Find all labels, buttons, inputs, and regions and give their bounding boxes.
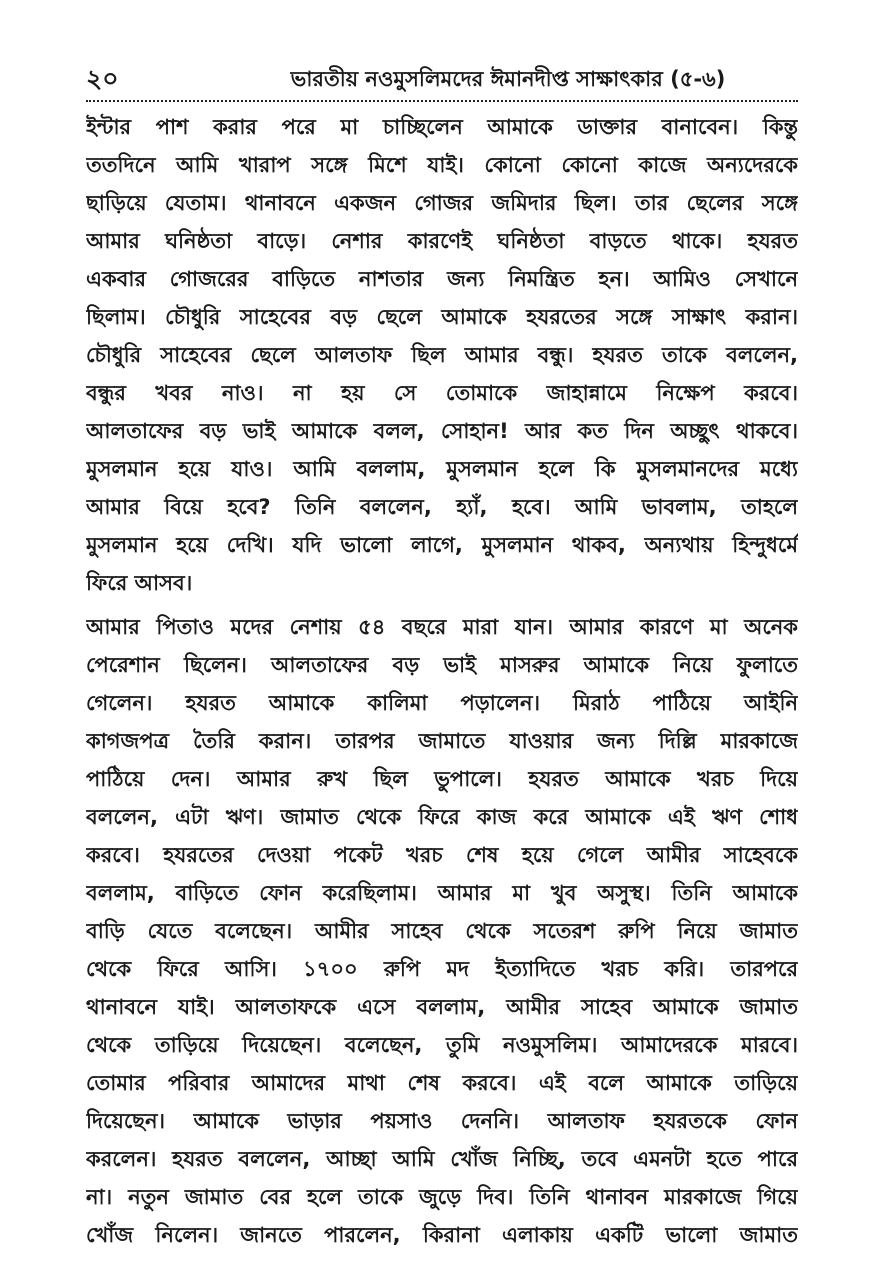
text-line: আলতাফের বড় ভাই আমাকে বলল, সোহান! আর কত দিন অচ্ছুৎ থাকবে। (86, 419, 798, 443)
text-line: পাঠিয়ে দেন। আমার রুখ ছিল ভুপালে। হযরত আমাকে খরচ দিয়ে (86, 767, 798, 791)
text-line: খোঁজ নিলেন। জানতে পারলেন, কিরানা এলাকায় একটি ভালো জামাত (86, 1223, 798, 1247)
text-line: ফিরে আসব। (86, 571, 193, 595)
text-line: কাগজপত্র তৈরি করান। তারপর জামাতে যাওয়ার জন্য দিল্লি মারকাজে (86, 729, 798, 753)
text-line: থেকে ফিরে আসি। ১৭০০ রুপি মদ ইত্যাদিতে খরচ করি। তারপরে (86, 957, 798, 981)
text-line: আমার বিয়ে হবে? তিনি বললেন, হ্যাঁ, হবে। আমি ভাবলাম, তাহলে (86, 495, 798, 519)
text-line: পেরেশান ছিলেন। আলতাফের বড় ভাই মাসরুর আমাকে নিয়ে ফুলাতে (86, 653, 798, 677)
running-title: ভারতীয় নওমুসলিমদের ঈমানদীপ্ত সাক্ষাৎকার (৫-৬) (290, 66, 726, 91)
text-line: বললাম, বাড়িতে ফোন করেছিলাম। আমার মা খুব অসুস্থ। তিনি আমাকে (86, 881, 798, 905)
text-line: তোমার পরিবার আমাদের মাথা শেষ করবে। এই বলে আমাকে তাড়িয়ে (86, 1071, 798, 1095)
text-line: করলেন। হযরত বললেন, আচ্ছা আমি খোঁজ নিচ্ছি, তবে এমনটা হতে পারে (86, 1147, 798, 1171)
body-text (86, 108, 798, 1254)
text-line: আমার পিতাও মদের নেশায় ৫৪ বছরে মারা যান। আমার কারণে মা অনেক (86, 615, 798, 639)
text-line: না। নতুন জামাত বের হলে তাকে জুড়ে দিব। তিনি থানাবন মারকাজে গিয়ে (86, 1185, 798, 1209)
text-line: ইন্টার পাশ করার পরে মা চাচ্ছিলেন আমাকে ডাক্তার বানাবেন। কিন্তু (86, 115, 798, 139)
text-line: একবার গোজরের বাড়িতে নাশতার জন্য নিমন্ত্রিত হন। আমিও সেখানে (86, 267, 798, 291)
text-line: থানাবনে যাই। আলতাফকে এসে বললাম, আমীর সাহেব আমাকে জামাত (86, 995, 798, 1019)
page-header (86, 62, 798, 98)
text-line: বন্ধুর খবর নাও। না হয় সে তোমাকে জাহান্নামে নিক্ষেপ করবে। (86, 381, 798, 405)
text-line: করবে। হযরতের দেওয়া পকেট খরচ শেষ হয়ে গেলে আমীর সাহেবকে (86, 843, 798, 867)
paragraph (86, 608, 798, 1254)
text-line: আমার ঘনিষ্ঠতা বাড়ে। নেশার কারণেই ঘনিষ্ঠতা বাড়তে থাকে। হযরত (86, 229, 798, 253)
text-line: মুসলমান হয়ে দেখি। যদি ভালো লাগে, মুসলমান থাকব, অন্যথায় হিন্দুধর্মে (86, 533, 798, 557)
page-number: ২০ (86, 63, 119, 93)
book-page (86, 0, 798, 1271)
text-line: বাড়ি যেতে বলেছেন। আমীর সাহেব থেকে সতেরশ রুপি নিয়ে জামাত (86, 919, 798, 943)
text-line: দিয়েছেন। আমাকে ভাড়ার পয়সাও দেননি। আলতাফ হযরতকে ফোন (86, 1109, 798, 1133)
text-line: বললেন, এটা ঋণ। জামাত থেকে ফিরে কাজ করে আমাকে এই ঋণ শোধ (86, 805, 798, 829)
text-line: চৌধুরি সাহেবের ছেলে আলতাফ ছিল আমার বন্ধু। হযরত তাকে বললেন, (86, 343, 798, 367)
text-line: ততদিনে আমি খারাপ সঙ্গে মিশে যাই। কোনো কোনো কাজে অন্যদেরকে (86, 153, 798, 177)
text-line: গেলেন। হযরত আমাকে কালিমা পড়ালেন। মিরাঠ পাঠিয়ে আইনি (86, 691, 798, 715)
paragraph (86, 108, 798, 602)
text-line: মুসলমান হয়ে যাও। আমি বললাম, মুসলমান হলে কি মুসলমানদের মধ্যে (86, 457, 798, 481)
text-line: ছিলাম। চৌধুরি সাহেবের বড় ছেলে আমাকে হযরতের সঙ্গে সাক্ষাৎ করান। (86, 305, 798, 329)
header-dotted-rule (86, 100, 798, 102)
text-line: ছাড়িয়ে যেতাম। থানাবনে একজন গোজর জমিদার ছিল। তার ছেলের সঙ্গে (86, 191, 798, 215)
text-line: থেকে তাড়িয়ে দিয়েছেন। বলেছেন, তুমি নওমুসলিম। আমাদেরকে মারবে। (86, 1033, 798, 1057)
